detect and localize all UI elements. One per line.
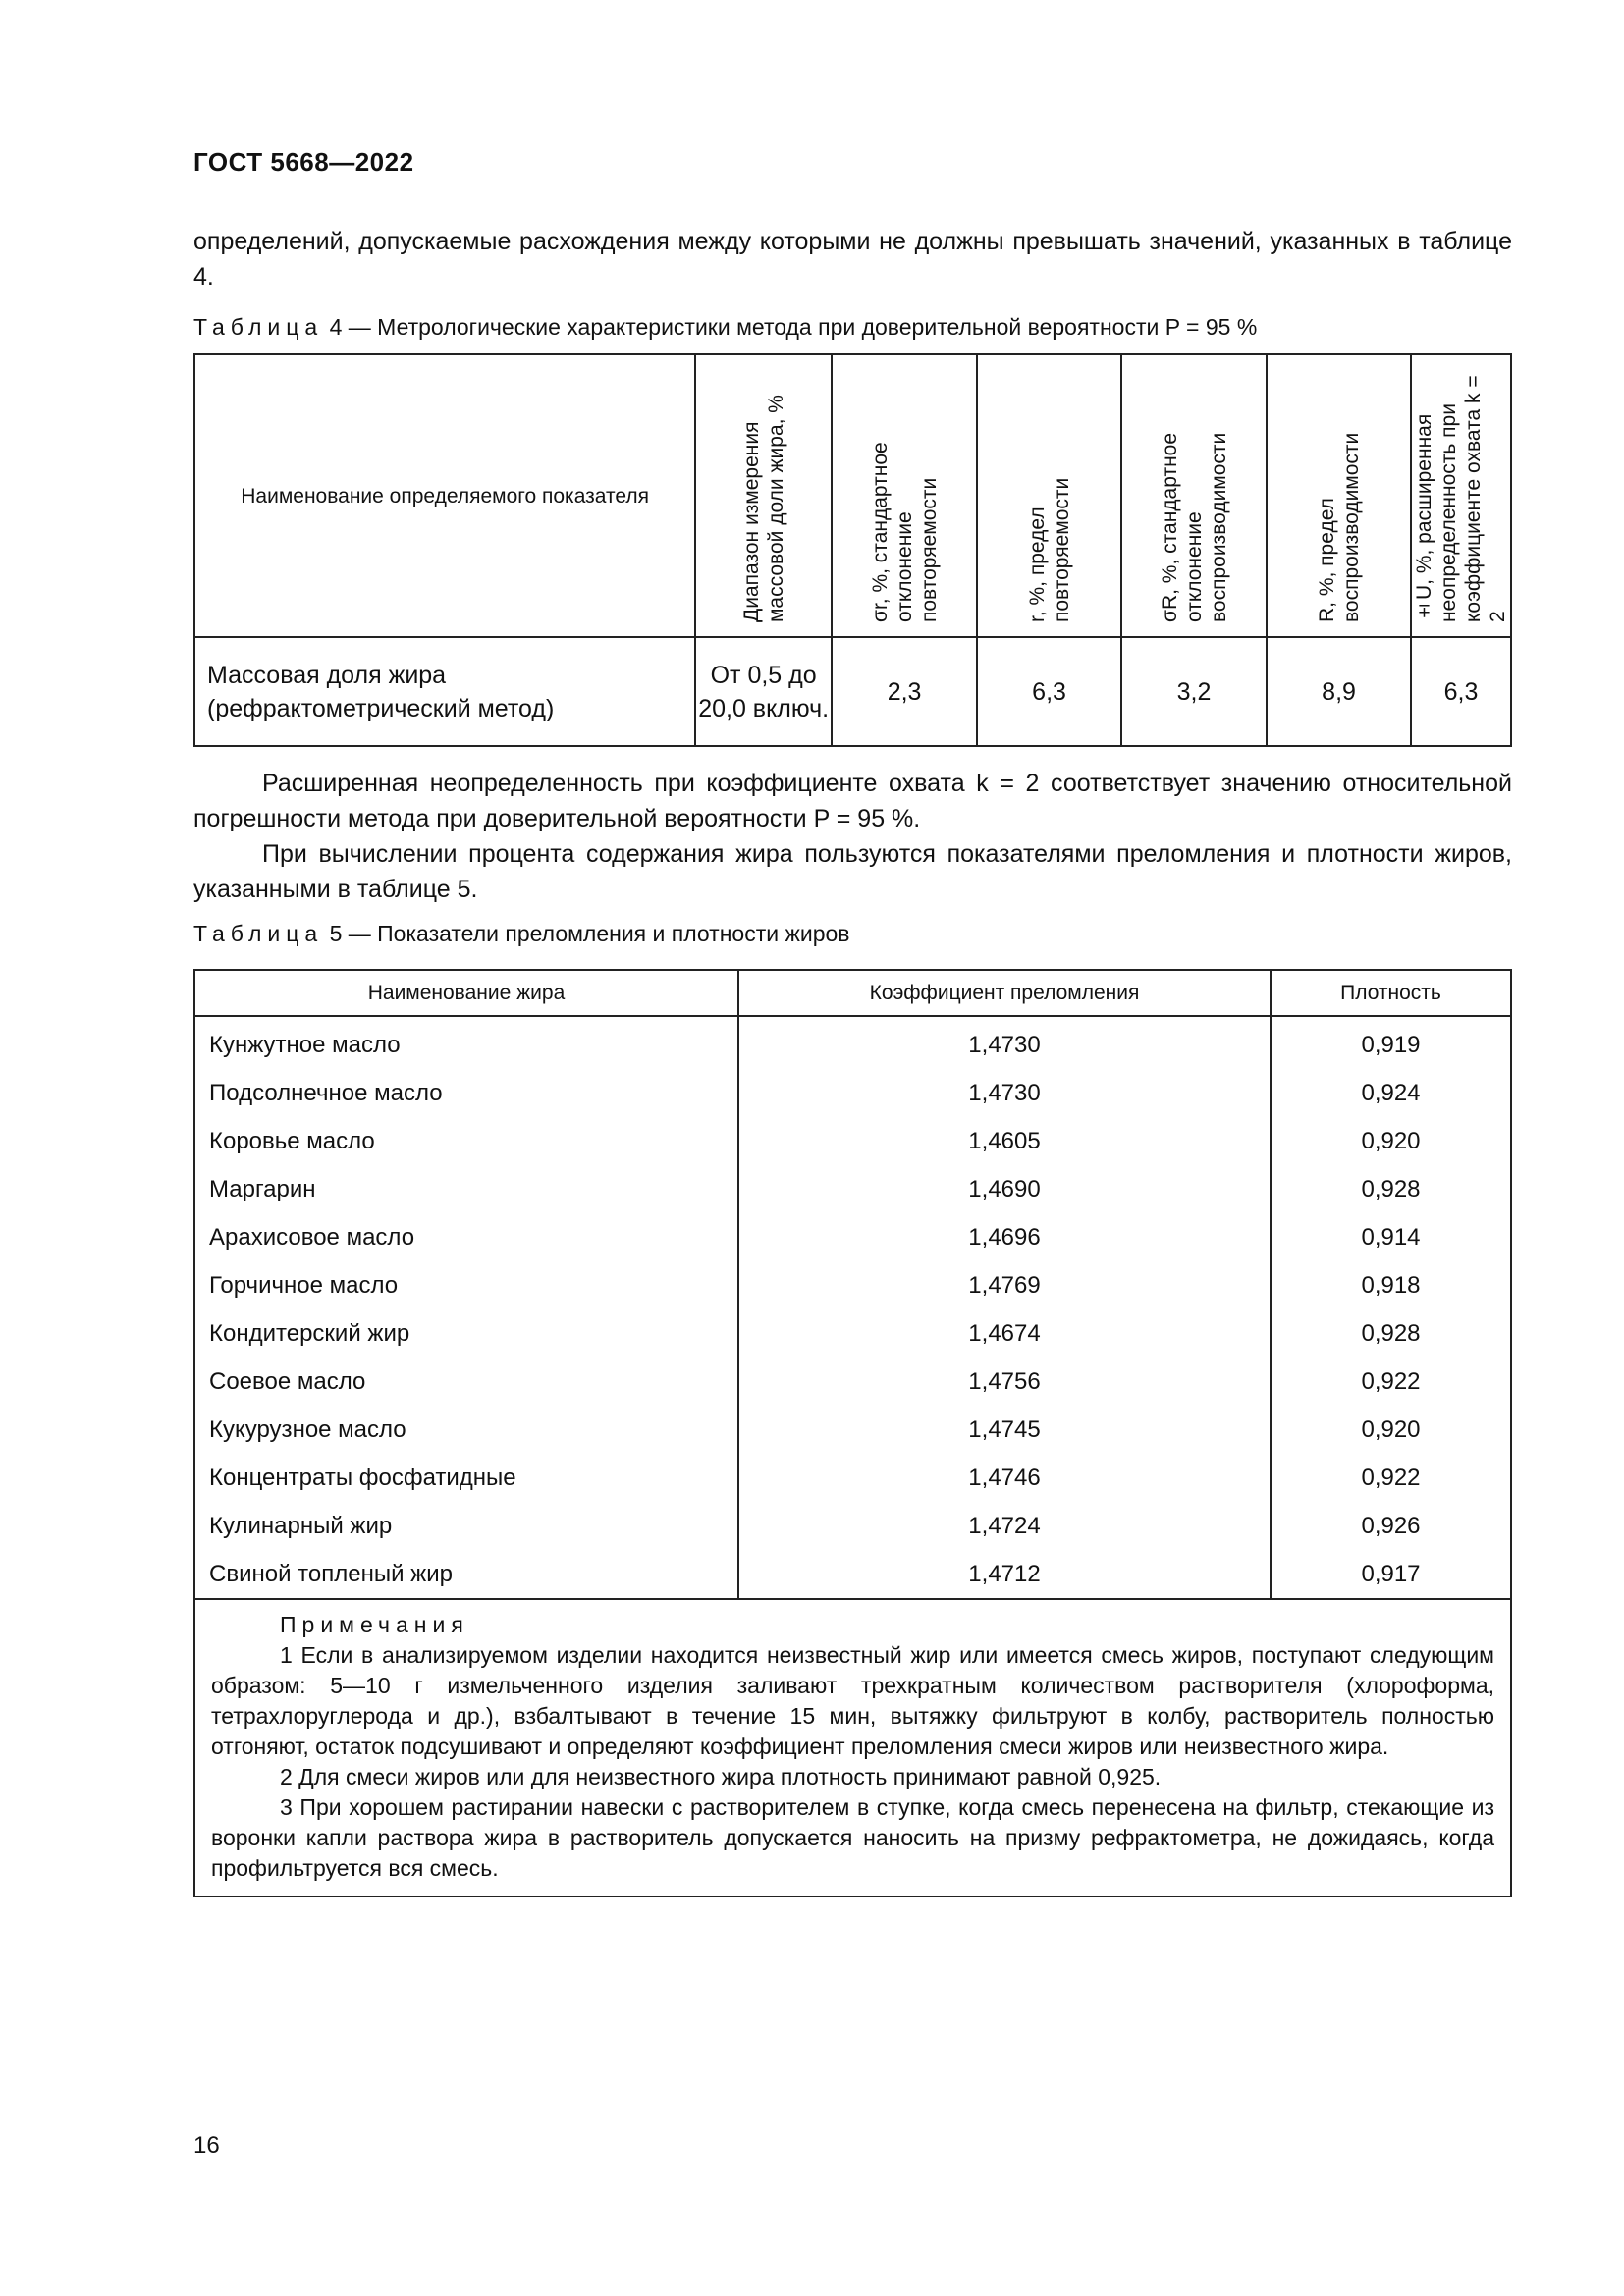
density-cell: 0,919 (1271, 1016, 1511, 1069)
fat-name-cell: Соевое масло (194, 1358, 738, 1406)
refraction-cell: 1,4745 (738, 1406, 1271, 1454)
table5-row (194, 1117, 1511, 1165)
table4-header-U: ±U, %, расширенная неопределенность при коэффициенте охвата k = 2 (1411, 354, 1511, 637)
table4-caption (193, 312, 1257, 342)
table5-row (194, 1213, 1511, 1261)
table4-cell-r: 6,3 (977, 637, 1121, 746)
refraction-cell: 1,4756 (738, 1358, 1271, 1406)
table5-body (194, 1016, 1511, 1599)
refraction-cell: 1,4605 (738, 1117, 1271, 1165)
density-cell: 0,918 (1271, 1261, 1511, 1309)
table5-row (194, 1261, 1511, 1309)
intro-paragraph: определений, допускаемые расхождения между которыми не должны превышать значений, указанных в таблице 4. (193, 228, 1512, 291)
fat-name-cell: Кунжутное масло (194, 1016, 738, 1069)
table4-cell-U: 6,3 (1411, 637, 1511, 746)
table5-row (194, 1406, 1511, 1454)
table5-row (194, 1550, 1511, 1599)
refraction-cell: 1,4746 (738, 1454, 1271, 1502)
fat-name-cell: Горчичное масло (194, 1261, 738, 1309)
fat-name-cell: Кукурузное масло (194, 1406, 738, 1454)
table4-cell-name: Массовая доля жира (рефрактометрический метод) (194, 637, 695, 746)
fat-name-cell: Кулинарный жир (194, 1502, 738, 1550)
table5-row (194, 1454, 1511, 1502)
table4-header-sigma-R: σR, %, стандартное отклонение воспроизводимости (1121, 354, 1267, 637)
calculation-paragraph: При вычислении процента содержания жира пользуются показателями преломления и плотности жиров, указанными в таблице 5. (193, 840, 1512, 903)
density-cell: 0,922 (1271, 1358, 1511, 1406)
uncertainty-paragraph: Расширенная неопределенность при коэффициенте охвата k = 2 соответствует значению относительной погрешности метода при доверительной вероятности P = 95 %. (193, 770, 1512, 832)
refraction-cell: 1,4674 (738, 1309, 1271, 1358)
refraction-cell: 1,4696 (738, 1213, 1271, 1261)
notes-title: Примечания (280, 1612, 469, 1637)
table5-header-name: Наименование жира (194, 970, 738, 1016)
table5-notes (194, 1599, 1511, 1896)
table5-row (194, 1358, 1511, 1406)
table5-caption (193, 919, 850, 948)
table5-header-density: Плотность (1271, 970, 1511, 1016)
table4-header-sigma-r: σr, %, стандартное отклонение повторяемости (832, 354, 977, 637)
standard-header: ГОСТ 5668—2022 (193, 147, 414, 177)
page-number: 16 (193, 2132, 220, 2159)
refraction-cell: 1,4712 (738, 1550, 1271, 1599)
refraction-table (193, 969, 1512, 1897)
table4-cell-sigma-r: 2,3 (832, 637, 977, 746)
density-cell: 0,917 (1271, 1550, 1511, 1599)
table4-header-range: Диапазон измерения массовой доли жира, % (695, 354, 832, 637)
density-cell: 0,920 (1271, 1117, 1511, 1165)
fat-name-cell: Кондитерский жир (194, 1309, 738, 1358)
table4-caption-word: Таблица (193, 314, 324, 340)
metrology-table (193, 353, 1512, 747)
density-cell: 0,922 (1271, 1454, 1511, 1502)
table4-cell-R: 8,9 (1267, 637, 1411, 746)
density-cell: 0,924 (1271, 1069, 1511, 1117)
table5-notes-row (194, 1599, 1511, 1896)
note-1: 1 Если в анализируемом изделии находится неизвестный жир или имеется смесь жиров, поступают следующим образом: 5—10 г измельченного изделия заливают трехкратным количеством растворителя (хлороформа, тетрахлоруглерода и др.), взбалтывают в течение 15 мин, вытяжку фильтруют в колбу, растворитель полностью отгоняют, остаток подсушивают и определяют коэффициент преломления смеси жиров или неизвестного жира. (211, 1642, 1494, 1759)
refraction-cell: 1,4690 (738, 1165, 1271, 1213)
table4-header-row (194, 354, 1511, 637)
table5-row (194, 1069, 1511, 1117)
table5-row (194, 1016, 1511, 1069)
table5-header-row (194, 970, 1511, 1016)
density-cell: 0,920 (1271, 1406, 1511, 1454)
table5-header-refraction: Коэффициент преломления (738, 970, 1271, 1016)
table5-row (194, 1502, 1511, 1550)
table4-data-row (194, 637, 1511, 746)
table4-header-name: Наименование определяемого показателя (194, 354, 695, 637)
note-3: 3 При хорошем растирании навески с растворителем в ступке, когда смесь перенесена на фильтр, стекающие из воронки капли раствора жира в растворитель допускается наносить на призму рефрактометра, не дожидаясь, когда профильтруется вся смесь. (211, 1794, 1494, 1881)
note-2: 2 Для смеси жиров или для неизвестного жира плотность принимают равной 0,925. (280, 1764, 1162, 1789)
refraction-cell: 1,4769 (738, 1261, 1271, 1309)
fat-name-cell: Арахисовое масло (194, 1213, 738, 1261)
fat-name-cell: Подсолнечное масло (194, 1069, 738, 1117)
table4-header-r: r, %, предел повторяемости (977, 354, 1121, 637)
table4-cell-sigma-R: 3,2 (1121, 637, 1267, 746)
table5-caption-word: Таблица (193, 921, 324, 946)
fat-name-cell: Концентраты фосфатидные (194, 1454, 738, 1502)
table4-caption-text: 4 — Метрологические характеристики метода при доверительной вероятности P = 95 % (329, 314, 1258, 340)
table5-caption-text: 5 — Показатели преломления и плотности жиров (329, 921, 850, 946)
density-cell: 0,928 (1271, 1309, 1511, 1358)
table4-cell-range: От 0,5 до 20,0 включ. (695, 637, 832, 746)
table5-row (194, 1309, 1511, 1358)
fat-name-cell: Маргарин (194, 1165, 738, 1213)
fat-name-cell: Свиной топленый жир (194, 1550, 738, 1599)
table5-row (194, 1165, 1511, 1213)
density-cell: 0,914 (1271, 1213, 1511, 1261)
refraction-cell: 1,4724 (738, 1502, 1271, 1550)
refraction-cell: 1,4730 (738, 1016, 1271, 1069)
fat-name-cell: Коровье масло (194, 1117, 738, 1165)
density-cell: 0,926 (1271, 1502, 1511, 1550)
table4-header-R: R, %, предел воспроизводимости (1267, 354, 1411, 637)
refraction-cell: 1,4730 (738, 1069, 1271, 1117)
density-cell: 0,928 (1271, 1165, 1511, 1213)
